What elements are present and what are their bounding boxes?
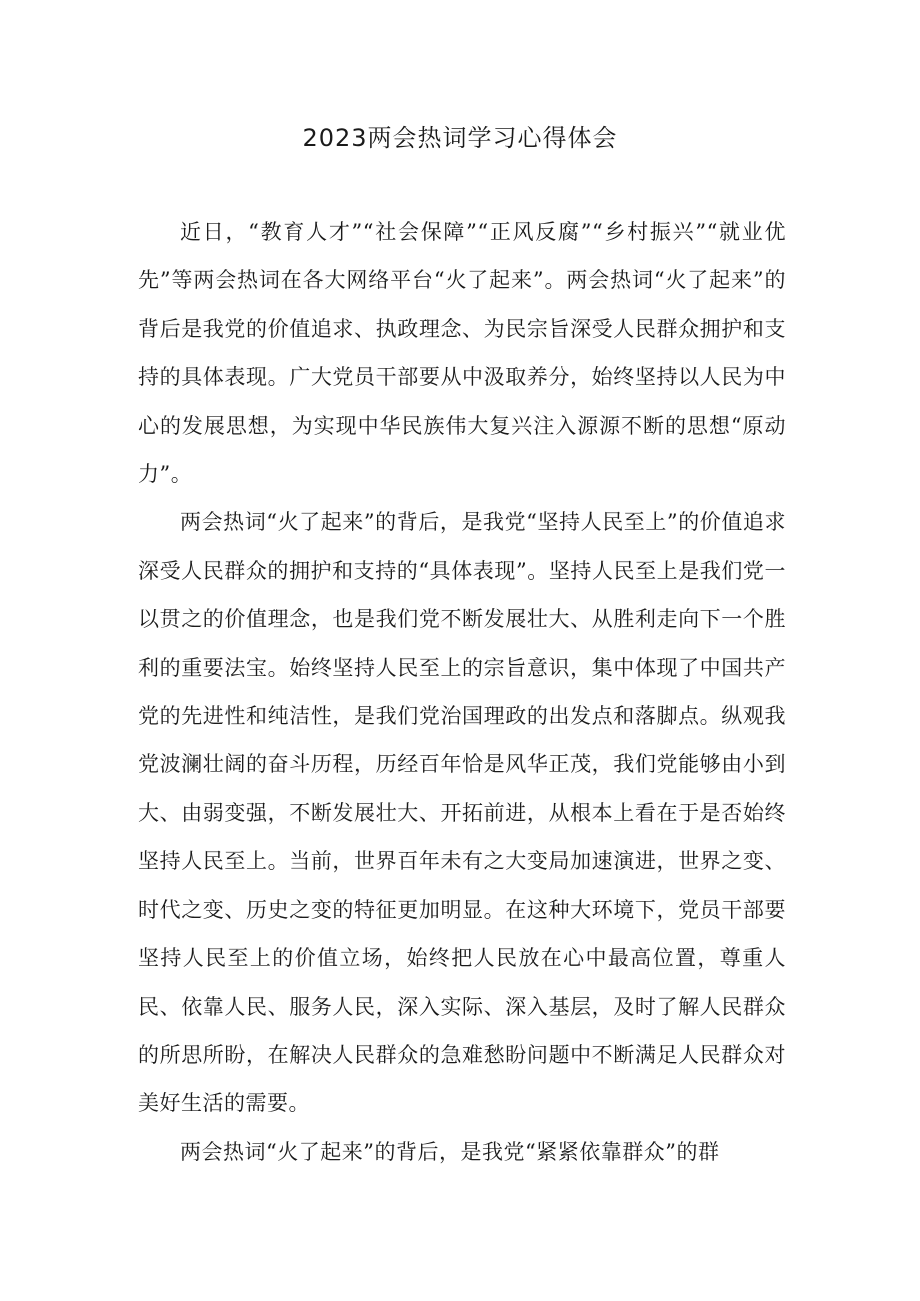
paragraph-1: 近日，“教育人才”“社会保障”“正风反腐”“乡村振兴”“就业优先”等两会热词在各大网络平台“火了起来”。两会热词“火了起来”的背后是我党的价值追求、执政理念、为民宗旨深受人民群众拥护和支持的具体表现。广大党员干部要从中汲取养分，始终坚持以人民为中心的发展思想，为实现中华民族伟大复兴注入源源不断的思想“原动力”。 (138, 220, 786, 487)
paragraph-2: 两会热词“火了起来”的背后，是我党“坚持人民至上”的价值追求深受人民群众的拥护和支持的“具体表现”。坚持人民至上是我们党一以贯之的价值理念，也是我们党不断发展壮大、从胜利走向下一个胜利的重要法宝。始终坚持人民至上的宗旨意识，集中体现了中国共产党的先进性和纯洁性，是我们党治国理政的出发点和落脚点。纵观我党波澜壮阔的奋斗历程，历经百年恰是风华正茂，我们党能够由小到大、由弱变强，不断发展壮大、开拓前进，从根本上看在于是否始终坚持人民至上。当前，世界百年未有之大变局加速演进，世界之变、时代之变、历史之变的特征更加明显。在这种大环境下，党员干部要坚持人民至上的价值立场，始终把人民放在心中最高位置，尊重人民、依靠人民、服务人民，深入实际、深入基层，及时了解人民群众的所思所盼，在解决人民群众的急难愁盼问题中不断满足人民群众对美好生活的需要。 (138, 510, 786, 1116)
document-body (138, 208, 786, 1176)
document-title: 2023两会热词学习心得体会 (302, 124, 618, 152)
paragraph-3: 两会热词“火了起来”的背后，是我党“紧紧依靠群众”的群 (180, 1139, 720, 1164)
